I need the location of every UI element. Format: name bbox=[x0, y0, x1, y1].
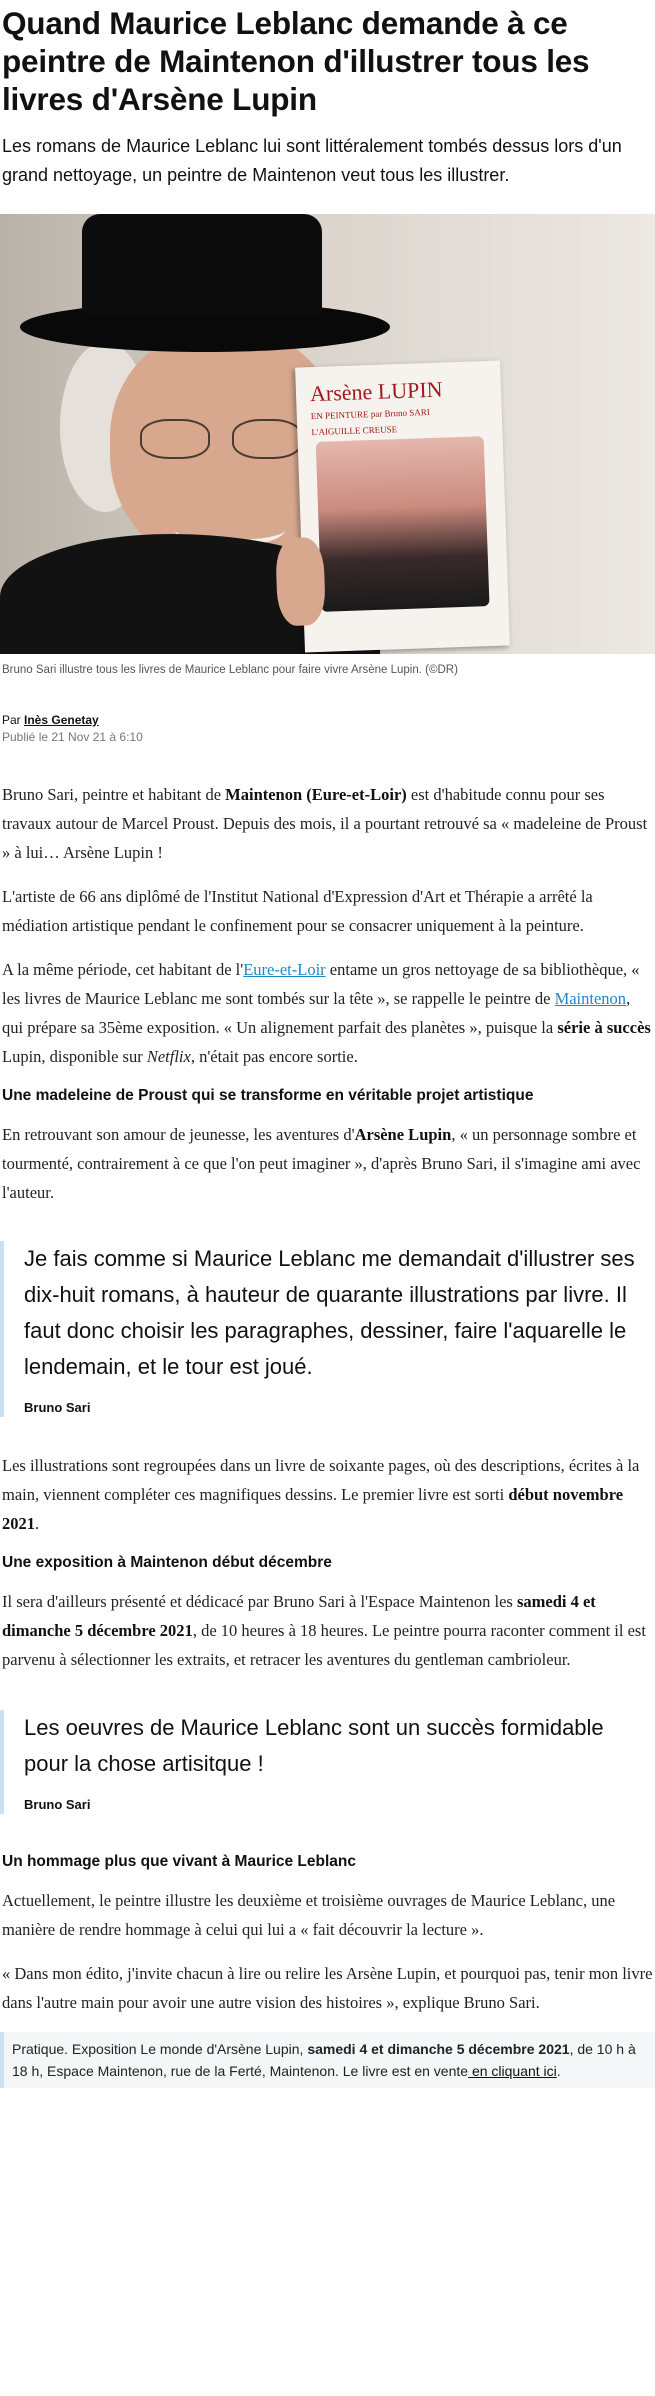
paragraph-3 bbox=[2, 955, 653, 1071]
practical-info-box bbox=[0, 2032, 655, 2088]
book-subtitle-2: L'AIGUILLE CREUSE bbox=[311, 424, 398, 438]
article-photo[interactable] bbox=[0, 214, 655, 654]
p4-text-b: , « un personnage sombre et tourmenté, contrairement à ce que l'on peut imaginer », d'après Bruno Sari, il s'imagine ami avec l'auteur. bbox=[2, 1125, 641, 1202]
p3-text-e: , n'était pas encore sortie. bbox=[190, 1047, 358, 1066]
p3-text-b: entame un gros nettoyage de sa bibliothèque, « les livres de Maurice Leblanc me sont tombés sur la tête », se rappelle le peintre de bbox=[2, 960, 640, 1008]
photo-hand bbox=[275, 537, 326, 627]
paragraph-1 bbox=[2, 780, 653, 867]
p6-bold: samedi 4 et dimanche 5 décembre 2021 bbox=[2, 1592, 596, 1640]
book-subtitle: EN PEINTURE par Bruno SARI bbox=[310, 406, 430, 422]
paragraph-7: Actuellement, le peintre illustre les deuxième et troisième ouvrages de Maurice Leblanc, une manière de rendre hommage à celui qui lui a « fait découvrir la lecture ». bbox=[2, 1891, 616, 1939]
p4-text-a: En retrouvant son amour de jeunesse, les aventures d' bbox=[2, 1125, 355, 1144]
p3-text-d: Lupin, disponible sur bbox=[2, 1047, 147, 1066]
p5-text-a: Les illustrations sont regroupées dans un livre de soixante pages, où des descriptions, écrites à la main, viennent compléter ces magnifiques dessins. Le premier livre est sorti bbox=[2, 1456, 640, 1504]
quote-1 bbox=[0, 1241, 655, 1417]
book-title: Arsène LUPIN bbox=[309, 376, 443, 407]
byline bbox=[2, 711, 653, 729]
practical-bold: samedi 4 et dimanche 5 décembre 2021 bbox=[307, 2041, 570, 2057]
subheading-1: Une madeleine de Proust qui se transforme en véritable projet artistique bbox=[2, 1087, 534, 1104]
buy-book-link[interactable]: en cliquant ici bbox=[468, 2063, 557, 2079]
p5-text-b: . bbox=[35, 1514, 40, 1533]
paragraph-8: « Dans mon édito, j'invite chacun à lire ou relire les Arsène Lupin, et pourquoi pas, tenir mon livre dans l'autre main pour avoir une autre vision des histoires », explique Bruno Sari. bbox=[2, 1964, 653, 2012]
book-cover-illustration bbox=[316, 436, 490, 612]
subheading-3: Un hommage plus que vivant à Maurice Leblanc bbox=[2, 1853, 357, 1870]
p4-bold: Arsène Lupin bbox=[354, 1125, 452, 1144]
p5-bold: début novembre 2021 bbox=[2, 1485, 624, 1533]
paragraph-5 bbox=[2, 1451, 653, 1538]
publish-date: Publié le 21 Nov 21 à 6:10 bbox=[2, 730, 143, 744]
quote-1-text: Je fais comme si Maurice Leblanc me demandait d'illustrer ses dix-huit romans, à hauteur de quarante illustrations par livre. Il faut donc choisir les paragraphes, dessiner, faire l'aquarelle le lendemain, et le tour est joué. bbox=[24, 1246, 635, 1379]
article-lead: Les romans de Maurice Leblanc lui sont littéralement tombés dessus lors d'un grand nettoyage, un peintre de Maintenon veut tous les illustrer. bbox=[2, 136, 622, 185]
photo-book bbox=[295, 361, 510, 653]
subheading-2: Une exposition à Maintenon début décembre bbox=[2, 1554, 332, 1571]
practical-text-a: Pratique. Exposition Le monde d'Arsène Lupin, bbox=[12, 2041, 308, 2057]
quote-2-text: Les oeuvres de Maurice Leblanc sont un succès formidable pour la chose artisitque ! bbox=[24, 1715, 604, 1776]
p3-bold: série à succès bbox=[557, 1018, 651, 1037]
byline-prefix: Par bbox=[2, 713, 25, 727]
p1-text-a: Bruno Sari, peintre et habitant de bbox=[2, 785, 226, 804]
photo-caption: Bruno Sari illustre tous les livres de Maurice Leblanc pour faire vivre Arsène Lupin. (©DR) bbox=[2, 664, 458, 676]
paragraph-6 bbox=[2, 1587, 653, 1674]
link-eure-et-loir[interactable]: Eure-et-Loir bbox=[243, 960, 326, 979]
practical-text-c: . bbox=[556, 2063, 561, 2079]
quote-2-author: Bruno Sari bbox=[24, 1797, 91, 1812]
author-link[interactable]: Inès Genetay bbox=[24, 713, 99, 727]
paragraph-4 bbox=[2, 1120, 653, 1207]
p1-text-c: est d'habitude connu pour ses travaux autour de Marcel Proust. Depuis des mois, il a pourtant retrouvé sa « madeleine de Proust » à lui… Arsène Lupin ! bbox=[2, 785, 648, 862]
p1-bold: Maintenon (Eure-et-Loir) bbox=[225, 785, 407, 804]
quote-1-author: Bruno Sari bbox=[24, 1400, 91, 1415]
p3-italic: Netflix bbox=[146, 1047, 191, 1066]
article-title: Quand Maurice Leblanc demande à ce peintre de Maintenon d'illustrer tous les livres d'Arsène Lupin bbox=[2, 5, 590, 117]
p3-text-c: , qui prépare sa 35ème exposition. « Un alignement parfait des planètes », puisque la bbox=[2, 989, 631, 1037]
paragraph-2: L'artiste de 66 ans diplômé de l'Institut National d'Expression d'Art et Thérapie a arrêté la médiation artistique pendant le confinement pour se consacrer uniquement à la peinture. bbox=[2, 887, 593, 935]
p6-text-b: , de 10 heures à 18 heures. Le peintre pourra raconter comment il est parvenu à sélectionner les extraits, et retracer les aventures du gentleman cambrioleur. bbox=[2, 1621, 646, 1669]
photo-glasses bbox=[140, 419, 310, 459]
quote-2 bbox=[0, 1710, 655, 1814]
p3-text-a: A la même période, cet habitant de l' bbox=[2, 960, 244, 979]
practical-text-b: , de 10 h à 18 h, Espace Maintenon, rue de la Ferté, Maintenon. Le livre est en vente bbox=[12, 2041, 636, 2079]
link-maintenon[interactable]: Maintenon bbox=[554, 989, 627, 1008]
p6-text-a: Il sera d'ailleurs présenté et dédicacé par Bruno Sari à l'Espace Maintenon les bbox=[2, 1592, 517, 1611]
photo-hat-top bbox=[82, 214, 322, 314]
